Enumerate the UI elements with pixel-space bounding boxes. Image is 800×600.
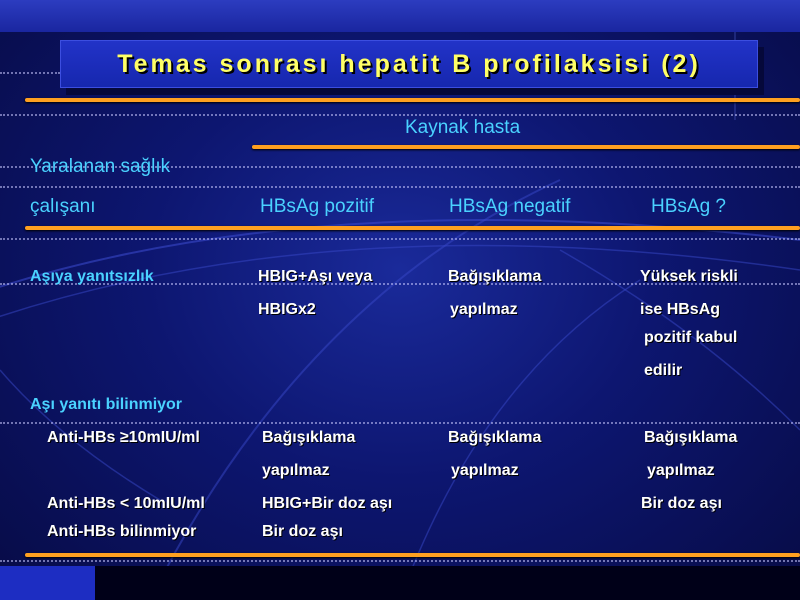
title-box [60, 40, 758, 88]
cell-text: Bağışıklama [644, 429, 738, 446]
cell-text: HBIGx2 [258, 301, 316, 318]
row-label: Anti-HBs bilinmiyor [47, 523, 197, 540]
cell-text: Bir doz aşı [262, 523, 343, 540]
column-header-negative: HBsAg negatif [449, 196, 571, 217]
cell-text: yapılmaz [647, 462, 715, 479]
cell-text: HBIG+Aşı veya [258, 268, 373, 285]
column-header-positive: HBsAg pozitif [260, 196, 375, 217]
slide-title: Temas sonrası hepatit B profilaksisi (2) [117, 49, 701, 78]
cell-text: HBIG+Bir doz aşı [262, 495, 393, 512]
column-header-unknown: HBsAg ? [651, 196, 726, 217]
rule-under-source-header [252, 145, 800, 149]
row-header-line2: çalışanı [30, 196, 96, 217]
row-label: Anti-HBs ≥10mIU/ml [47, 429, 200, 446]
cell-text: pozitif kabul [644, 329, 738, 346]
bottom-accent-block [0, 566, 95, 600]
rule-bottom [25, 553, 800, 557]
rule-under-column-headers [25, 226, 800, 230]
cell-text: yapılmaz [262, 462, 330, 479]
cell-text: Yüksek riskli [640, 268, 738, 285]
bottom-bar [0, 566, 800, 600]
cell-text: Bir doz aşı [641, 495, 722, 512]
cell-text: Bağışıklama [262, 429, 356, 446]
cell-text: Bağışıklama [448, 429, 542, 446]
row-header-line1: Yaralanan sağlık [30, 156, 171, 177]
cell-text: yapılmaz [450, 301, 518, 318]
dotted-line [0, 560, 800, 562]
dotted-line [0, 186, 800, 188]
dotted-line [0, 422, 800, 424]
cell-text: Bağışıklama [448, 268, 542, 285]
dotted-line [0, 114, 800, 116]
source-patient-header: Kaynak hasta [405, 117, 521, 138]
cell-text: ise HBsAg [640, 301, 721, 318]
unknown-response-label: Aşı yanıtı bilinmiyor [30, 396, 183, 413]
nonresponder-label: Aşıya yanıtsızlık [30, 268, 154, 285]
dotted-line [0, 238, 800, 240]
cell-text: yapılmaz [451, 462, 519, 479]
cell-text: edilir [644, 362, 683, 379]
row-label: Anti-HBs < 10mIU/ml [47, 495, 205, 512]
rule-under-title [25, 98, 800, 102]
dotted-line [0, 72, 60, 74]
